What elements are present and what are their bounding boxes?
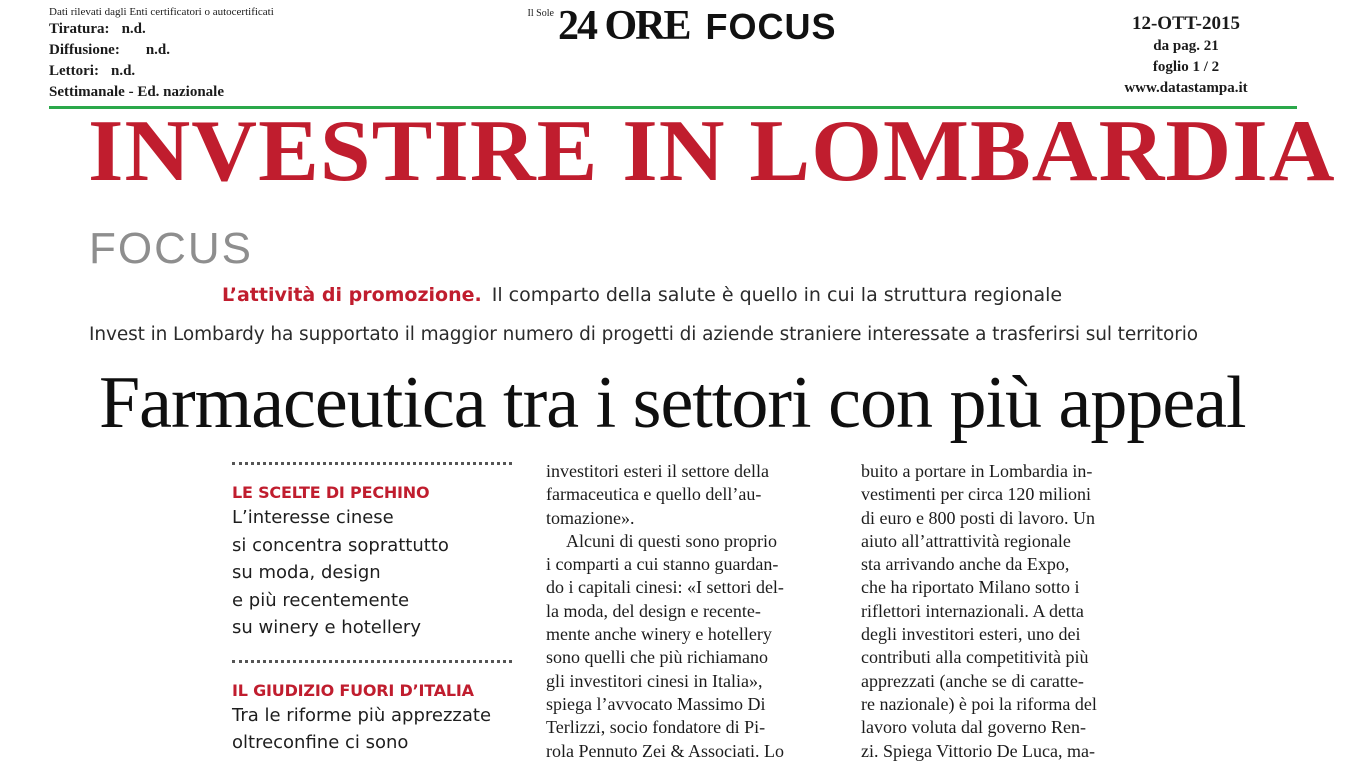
certification-note: Dati rilevati dagli Enti certificatori o autocertificati: [49, 6, 274, 18]
column-line: spiega l’avvocato Massimo Di: [546, 693, 766, 714]
clip-reference: [1096, 12, 1276, 99]
column-line: che ha riportato Milano sotto i: [861, 577, 1080, 598]
masthead-prefix: Il Sole: [527, 8, 554, 19]
column-line: di euro e 800 posti di lavoro. Un: [861, 507, 1095, 528]
sidebar-line: su winery e hotellery: [232, 617, 421, 638]
column-line: investitori esteri il settore della: [546, 461, 769, 481]
sidebar-line: oltreconfine ci sono: [232, 732, 409, 753]
sidebar-line: Tra le riforme più apprezzate: [232, 704, 492, 726]
sidebar-heading-giudizio: IL GIUDIZIO FUORI D’ITALIA: [232, 680, 474, 700]
column-line: buito a portare in Lombardia in-: [861, 461, 1093, 481]
column-line: Terlizzi, socio fondatore di Pi-: [546, 717, 766, 738]
subheadline-text-1: Il comparto della salute è quello in cui la struttura regionale: [491, 284, 1063, 306]
column-line: vestimenti per circa 120 milioni: [861, 484, 1091, 505]
column-line: farmaceutica e quello dell’au-: [546, 484, 762, 505]
diffusione-value: n.d.: [145, 42, 171, 58]
column-line: sono quelli che più richiamano: [546, 647, 768, 668]
column-line: Alcuni di questi sono proprio: [566, 530, 777, 551]
masthead-brand: 24 ORE: [557, 3, 690, 49]
sidebar-line: si concentra soprattutto: [232, 534, 449, 556]
column-line: re nazionale) è poi la riforma del: [861, 693, 1097, 714]
sidebar-line: L’interesse cinese: [232, 507, 394, 528]
sidebar-line: e più recentemente: [232, 589, 410, 611]
subheadline-lead: L’attività di promozione.: [222, 284, 482, 306]
column-line: mente anche winery e hotellery: [546, 624, 772, 645]
column-line: la moda, del design e recente-: [546, 600, 761, 621]
sidebar-block-giudizio: [232, 660, 512, 757]
column-line: do i capitali cinesi: «I settori del-: [546, 577, 784, 598]
section-title: INVESTIRE IN LOMBARDIA: [88, 103, 1336, 200]
tiratura-label: Tiratura:: [49, 21, 110, 37]
column-line: sta arrivando anche da Expo,: [861, 554, 1070, 575]
column-line: degli investitori esteri, uno dei: [861, 624, 1081, 645]
sidebar-line: su moda, design: [232, 562, 381, 583]
sidebar-heading-pechino: LE SCELTE DI PECHINO: [232, 483, 430, 502]
edition-label: Settimanale - Ed. nazionale: [49, 84, 224, 100]
body-column-2: [546, 460, 831, 763]
masthead-supplement: FOCUS: [705, 6, 837, 47]
column-line: apprezzati (anche se di caratte-: [861, 670, 1084, 691]
sidebar-box: [232, 462, 512, 757]
clip-sheet: foglio 1 / 2: [1152, 59, 1220, 75]
body-column-3: [861, 460, 1146, 763]
subheadline-2: Invest in Lombardy ha supportato il maggior numero di progetti di aziende straniere interessate a trasferirsi sul territorio: [89, 324, 1198, 345]
tiratura-value: n.d.: [121, 21, 146, 37]
column-line: contributi alla competitività più: [861, 647, 1089, 668]
column-line: riflettori internazionali. A detta: [861, 600, 1084, 621]
lettori-value: n.d.: [110, 63, 136, 79]
clip-date: 12-OTT-2015: [1131, 13, 1241, 34]
clip-website: www.datastampa.it: [1124, 80, 1248, 96]
column-line: zi. Spiega Vittorio De Luca, ma-: [861, 740, 1096, 761]
column-line: aiuto all’attrattività regionale: [861, 530, 1071, 551]
subheadline-1: [222, 284, 1062, 306]
column-line: rola Pennuto Zei & Associati. Lo: [546, 740, 784, 761]
headline: Farmaceutica tra i settori con più appeal: [99, 362, 1246, 444]
diffusione-label: Diffusione:: [49, 42, 120, 58]
sidebar-divider-middle: [232, 660, 512, 663]
column-line: tomazione».: [546, 507, 635, 528]
column-line: lavoro voluta dal governo Ren-: [861, 717, 1086, 738]
clip-page: da pag. 21: [1153, 38, 1219, 54]
lettori-label: Lettori:: [49, 63, 99, 79]
sidebar-divider-top: [232, 462, 512, 465]
lettori-row: [49, 61, 274, 82]
column-line: gli investitori cinesi in Italia»,: [546, 670, 763, 691]
column-line: i comparti a cui stanno guardan-: [546, 554, 779, 575]
focus-kicker: FOCUS: [89, 224, 253, 273]
